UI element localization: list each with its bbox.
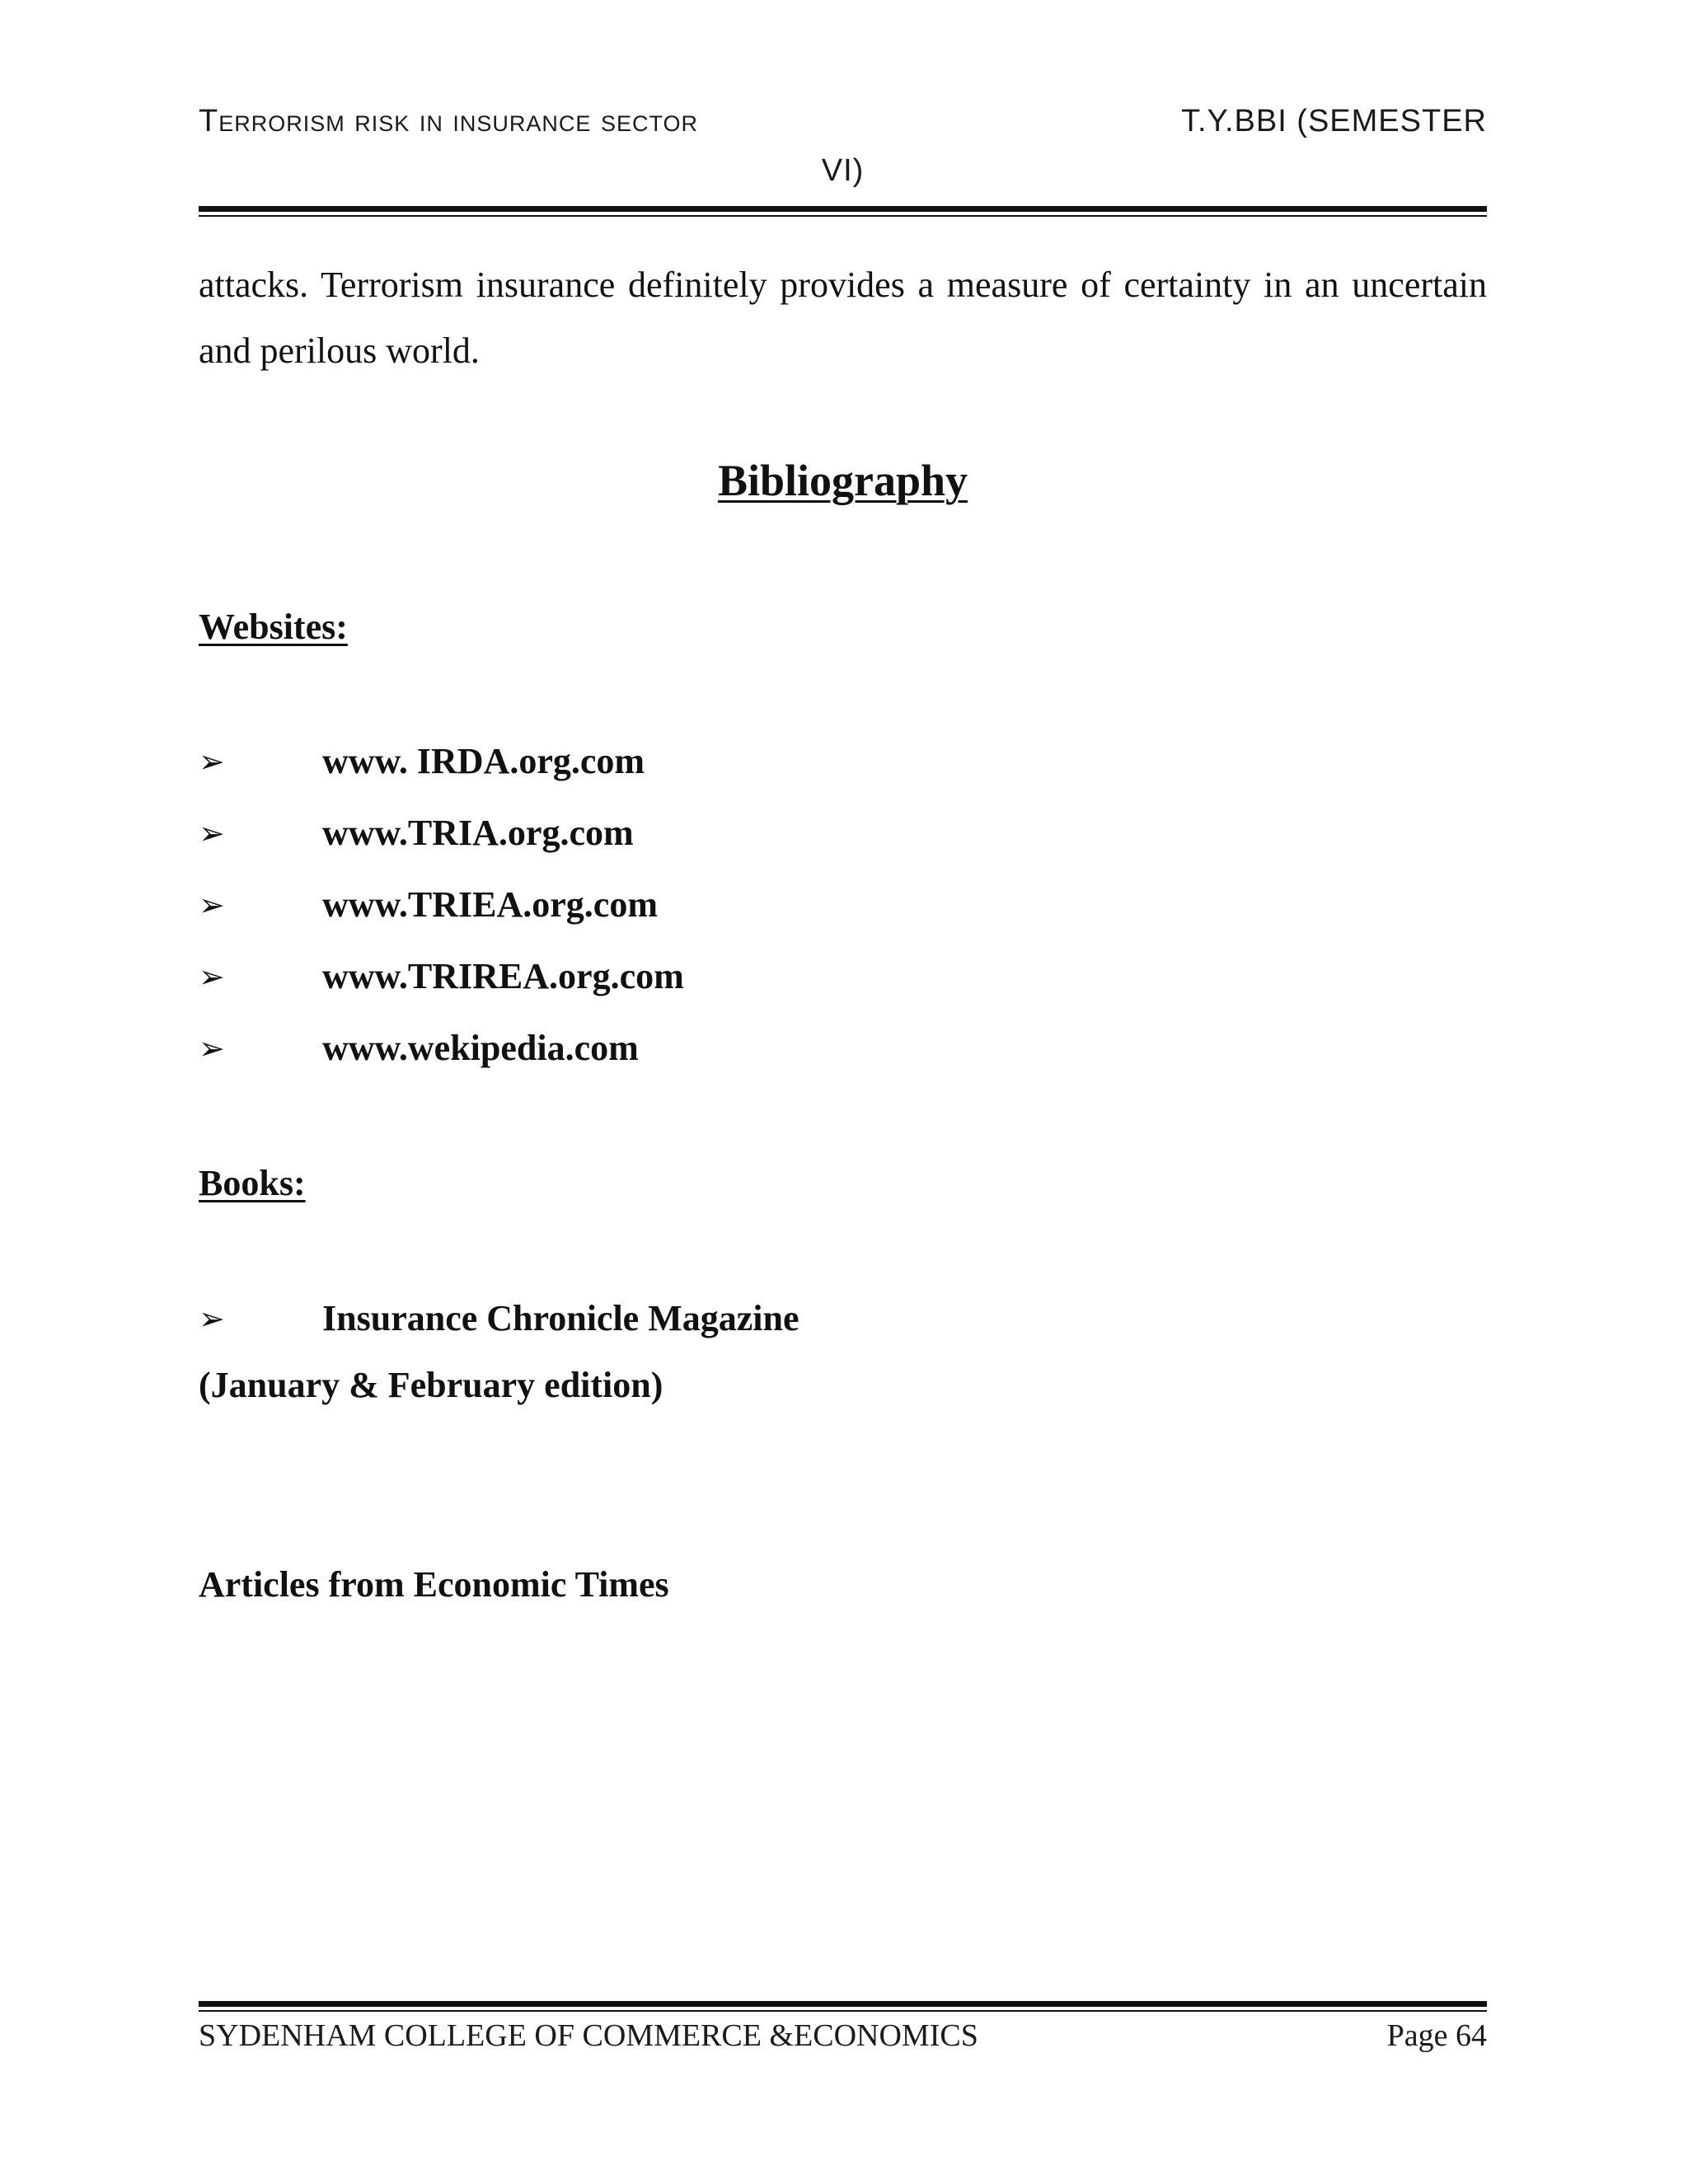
page-header (199, 104, 1487, 206)
list-item: ➢ www.TRIA.org.com (199, 813, 634, 853)
footer-college: SYDENHAM COLLEGE OF COMMERCE &ECONOMICS (199, 2018, 978, 2053)
arrow-bullet-icon: ➢ (199, 958, 225, 995)
footer-rule-thick (199, 2001, 1487, 2007)
arrow-bullet-icon: ➢ (199, 814, 225, 851)
arrow-bullet-icon: ➢ (199, 886, 225, 923)
articles-line: Articles from Economic Times (199, 1564, 669, 1605)
websites-list (199, 725, 684, 1084)
footer-rule-thin (199, 2010, 1487, 2012)
list-item: ➢ www.TRIREA.org.com (199, 956, 684, 996)
list-item: ➢ www. IRDA.org.com (199, 741, 645, 781)
arrow-bullet-icon: ➢ (199, 1300, 225, 1337)
intro-paragraph: attacks. Terrorism insurance definitely provides a measure of certainty in an uncertain and perilous world. (199, 265, 1487, 371)
list-item: ➢ www.wekipedia.com (199, 1028, 639, 1068)
header-course-continued: VI) (821, 153, 865, 188)
arrow-bullet-icon: ➢ (199, 1029, 225, 1066)
books-edition-note: (January & February edition) (199, 1365, 663, 1405)
books-heading: Books: (199, 1163, 306, 1203)
list-item: ➢ www.TRIEA.org.com (199, 884, 658, 925)
books-list (199, 1282, 799, 1354)
websites-heading: Websites: (199, 607, 348, 647)
list-item: ➢ Insurance Chronicle Magazine (199, 1298, 799, 1338)
header-course: T.Y.BBI (SEMESTER (1180, 104, 1487, 138)
bibliography-title: Bibliography (717, 456, 968, 505)
header-title: Terrorism risk in insurance sector (199, 104, 699, 138)
header-rule-thin (199, 215, 1487, 217)
header-rule-thick (199, 206, 1487, 212)
page-number: Page 64 (1386, 2018, 1487, 2053)
arrow-bullet-icon: ➢ (199, 743, 225, 780)
